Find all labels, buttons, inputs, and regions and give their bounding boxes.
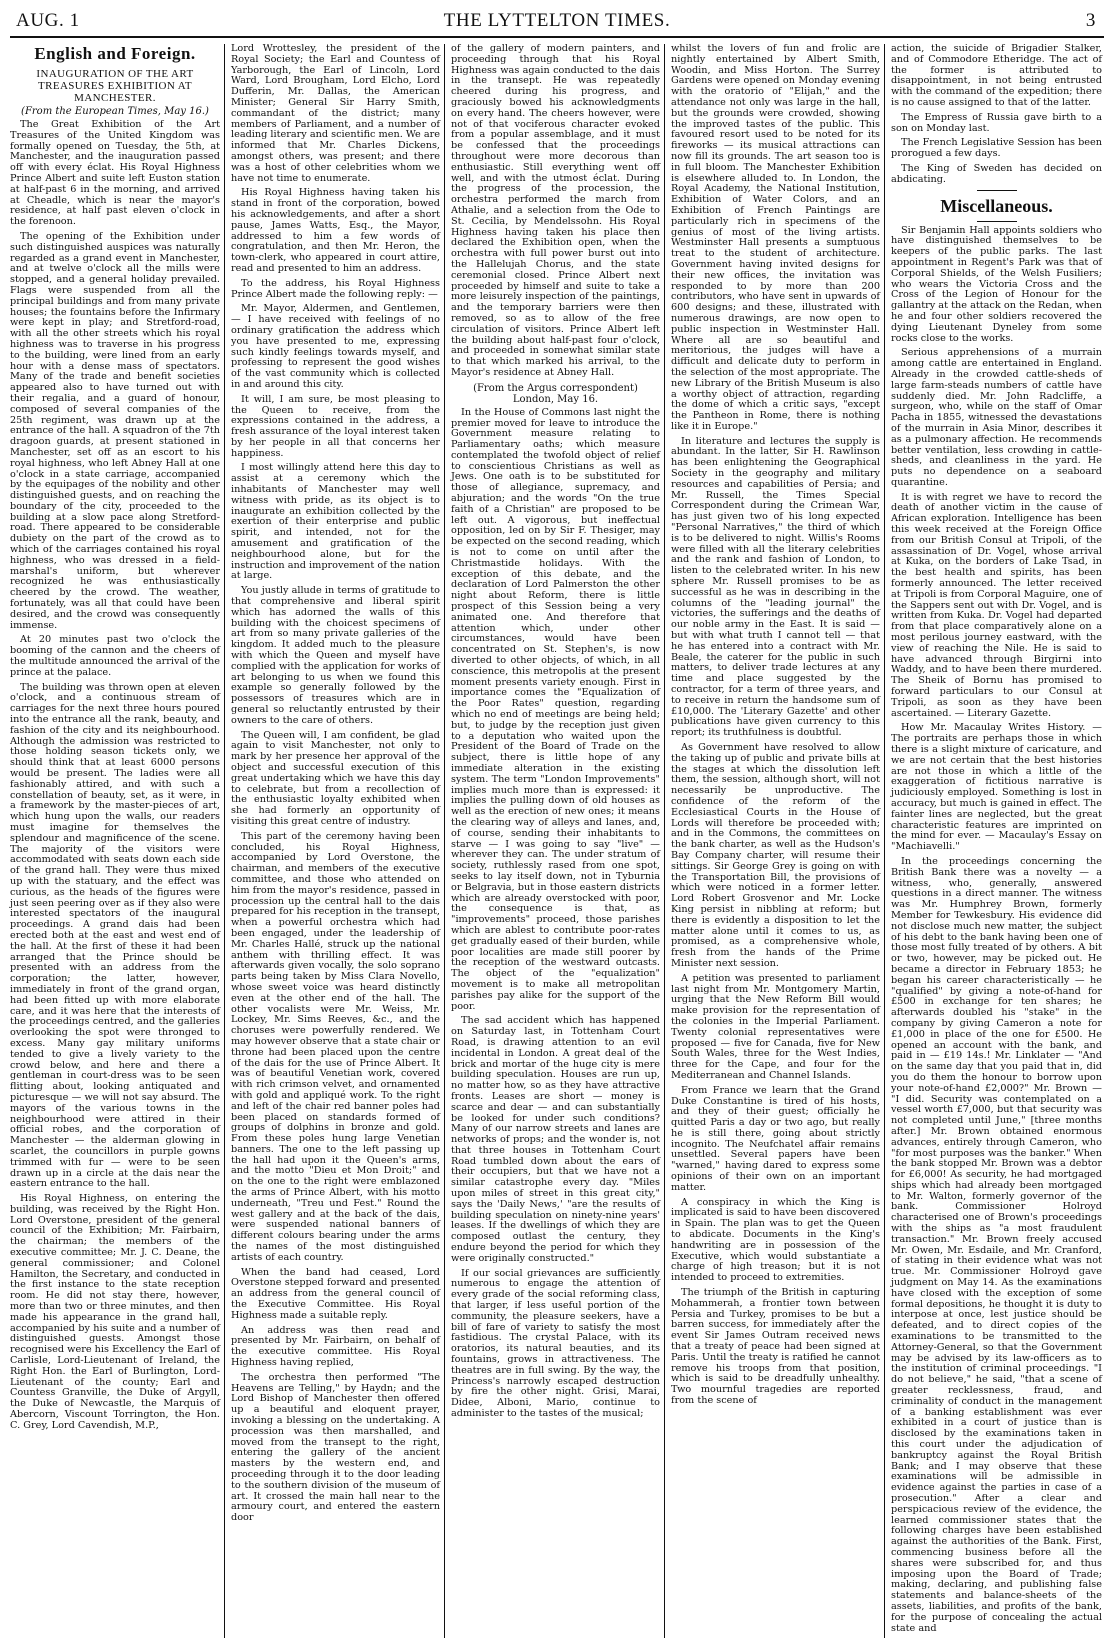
article-paragraph: action, the suicide of Brigadier Stalker, and of Commodore Etheridge. The act of the former is attributed to disappointment, in not being entrusted with the command of the expedition; there is no cause assigned to that of the latter.	[891, 43, 1102, 108]
article-paragraph: whilst the lovers of fun and frolic are nightly entertained by Albert Smith, Woodin, and Miss Horton. The Surrey Gardens were opened on Monday evening with the oratorio of "Elijah," and the attendance not only was large in the hall, but the grounds were crowded, showing the improved tastes of the public. This favoured resort used to be noted for its fireworks — its musical attractions can now fill its grounds. The art season too is in full bloom. The Manchester Exhibition is elsewhere alluded to. In London, the Royal Academy, the National Institution, Exhibition of Water Colors, and an Exhibition of French Paintings are particularly rich in specimens of the genius of most of the living artists. Westminster Hall presents a sumptuous treat to the student of architecture. Government having invited designs for their new offices, the invitation was responded to by more than 200 contributors, who have sent in upwards of 600 designs; and these, illustrated with numerous drawings, are now open to public inspection in Westminster Hall. Where all are so beautiful and meritorious, the judges will have a difficult and delicate duty to perform in the selection of the most appropriate. The new Library of the British Museum is also a worthy object of attraction, regarding the dome of which a critic says, "except the Pantheon in Rome, there is nothing like it in Europe."	[671, 43, 880, 432]
article-paragraph: To the address, his Royal Highness Prince Albert made the following reply: —	[231, 277, 440, 300]
article-paragraph: A conspiracy in which the King is implicated is said to have been discovered in Spain. The plan was to get the Queen to abdicate. Documents in the King's handwriting are in possession of the Executive, which would substantiate a charge of high treason; but it is not intended to proceed to extremities.	[671, 1196, 880, 1284]
column-4	[671, 44, 885, 1638]
article-paragraph: The King of Sweden has decided on abdicating.	[891, 162, 1102, 185]
article-paragraph: The triumph of the British in capturing Mohammerah, a frontier town between Persia and Turkey, promises to be but a barren success, for immediately after the event Sir James Outram received news that a treaty of peace had been signed at Paris. Until the treaty is ratified he cannot remove his troops from that position, which is said to be dreadfully unhealthy. Two mournful tragedies are reported from the scene of	[671, 1287, 880, 1407]
text-columns	[10, 43, 1104, 1634]
headline-art-treasures: INAUGURATION OF THE ART TREASURES EXHIBITION AT MANCHESTER.	[36, 68, 194, 104]
article-paragraph: How Mr. Macaulay Writes History. — The portraits are perhaps those in which there is a slight mixture of caricature, and we are not certain that the best histories are not those in which a little of the exaggeration of fictitious narrative is judiciously employed. Something is lost in accuracy, but much is gained in effect. The fainter lines are neglected, but the great characteristic features are imprinted on the mind for ever. — Macaulay's Essay on "Machiavelli."	[891, 722, 1102, 853]
article-paragraph: Lord Wrottesley, the president of the Royal Society; the Earl and Countess of Yarborough, the Earl of Lincoln, Lord Ward, Lord Brougham, Lord Elcho, Lord Dufferin, Mr. Dallas, the American Minister; General Sir Harry Smith, commandant of the district; many members of Parliament, and a number of leading literary and scientific men. We are informed that Mr. Charles Dickens, amongst others, was present; and there was a host of other celebrities whom we have not time to enumerate.	[231, 43, 440, 184]
article-paragraph: The building was thrown open at eleven o'clock, and a continuous stream of carriages for the next three hours poured into the entrance all the rank, beauty, and fashion of the city and its neighbourhood. Although the admission was restricted to those holding season tickets only, we should think that at least 6000 persons would be present. The ladies were all fashionably attired, and with such a constellation of beauty, set, as it were, in a framework by the master-pieces of art, which hung upon the walls, our readers must imagine for themselves the splendour and magnificence of the scene. The majority of the visitors were accommodated with seats down each side of the grand hall. They were thus mixed up with the statuary, and the effect was curious, as the heads of the figures were just seen peering over as if they also were interested spectators of the inaugural proceedings. A grand dais had been erected both at the east and west end of the hall. At the first of these it had been arranged that the Prince should be presented with an address from the corporation; the latter, however, immediately in front of the grand organ, had been fitted up with more elaborate care, and it was here that the interests of the proceedings centred, and the galleries overlooking the spot were thronged to excess. Many gay military uniforms tended to give a lively variety to the crowd below, and here and there a gentleman in court-dress was to be seen flitting about, looking antiquated and picturesque — we will not say absurd. The mayors of the various towns in the neighbourhood were attired in their official robes, and the corporation of Manchester — the alderman glowing in scarlet, the councillors in purple gowns trimmed with fur — were to be seen drawn up in a circle at the dais near the eastern entrance to the hall.	[10, 681, 220, 1190]
column-3	[451, 44, 665, 1638]
article-paragraph: As Government have resolved to allow the taking up of public and private bills at the stages at which the dissolution left them, the session, although short, will not necessarily be unproductive. The confidence of the reform of the Ecclesiastical Courts in the House of Lords will therefore be proceeded with; and in the Commons, the committees on the bank charter, as well as the Hudson's Bay Company charter, will resume their sittings. Sir George Grey is going on with the Transportation Bill, the provisions of which were noticed in a former letter. Lord Robert Grosvenor and Mr. Locke King persist in nibbling at reform; but there is evidently a disposition to let the matter alone until it comes to us, as promised, as a comprehensive whole, fresh from the hands of the Prime Minister next session.	[671, 742, 880, 969]
article-paragraph: In the House of Commons last night the premier moved for leave to introduce the Government measure relating to Parliamentary oaths; which measure contemplated the twofold object of relief to conscientious Christians as well as Jews. One oath is to be substituted for those of allegiance, supremacy, and abjuration; and the words "On the true faith of a Christian" are proposed to be left out. A vigorous, but ineffectual opposition, led on by Sir F. Thesiger, may be expected on the second reading, which is not to come on until after the Christmastide holidays. With the exception of this debate, and the declaration of Lord Palmerston the other night about Reform, there is little prospect of this Session being a very animated one. And therefore that attention which, under other circumstances, would have been concentrated on St. Stephen's, is now diverted to other objects, of which, in all conscience, this metropolis at the present moment presents variety enough. First in importance comes the "Equalization of the Poor Rates" question, regarding which no end of meetings are being held; but, to judge by the reception just given to a deputation who waited upon the President of the Board of Trade on the subject, there is little hope of any immediate alteration in the existing system. The term "London Improvements" implies much more than is expressed: it implies the pulling down of old houses as well as the erection of new ones; it means the clearing way of alleys and lanes, and, of course, sending their inhabitants to starve — I was going to say "live" — wherever they can. The under stratum of society, ruthlessly rased from one spot, seeks to lay itself down, not in Tyburnia or Belgravia, but in those eastern districts which are already overstocked with poor, the consequence is that, as "improvements" proceed, those parishes which are ablest to contribute poor-rates get gradually eased of their burden, while poor localities are made still poorer by the reception of the westward outcasts. The object of the "equalization" movement is to make all metropolitan parishes pay alike for the support of the poor.	[451, 406, 660, 1012]
article-paragraph: A petition was presented to parliament last night from Mr. Montgomery Martin, urging that the New Reform Bill would make provision for the representation of the colonies in the Imperial Parliament. Twenty colonial representatives were proposed — five for Canada, five for New South Wales, three for the West Indies, three for the Cape, and four for the Mediterranean and Channel Islands.	[671, 972, 880, 1081]
newspaper-title: THE LYTTELTON TIMES.	[443, 10, 671, 31]
article-paragraph: The French Legislative Session has been prorogued a few days.	[891, 137, 1102, 160]
article-paragraph: An address was then read and presented by Mr. Fairbairn, on behalf of the executive committee. His Royal Highness having replied,	[231, 1324, 440, 1369]
article-paragraph: It will, I am sure, be most pleasing to the Queen to receive, from the expressions contained in the address, a fresh assurance of the loyal interest taken by her people in all that concerns her happiness.	[231, 393, 440, 459]
article-paragraph: In literature and lectures the supply is abundant. In the latter, Sir H. Rawlinson has been enlightening the Geographical Society in the geography and military resources and capabilities of Persia; and Mr. Russell, the Times Special Correspondent during the Crimean War, has just given two of his long expected "Personal Narratives," the third of which is to be delivered to night. Willis's Rooms were filled with all the literary celebrities and the rank and fashion of London, to listen to the celebrated writer. In his new sphere Mr. Russell promises to be as successful as he was in describing in the columns of the "leading journal" the victories, the sufferings and the deaths of our noble army in the East. It is said — but with what truth I cannot tell — that he has entered into a contract with Mr. Beale, the caterer for the public in such matters, to deliver trade lectures at any time and place suggested by the contractor, for a term of three years, and to receive in return the handsome sum of £10,000. The 'Literary Gazette' and other publications have given currency to this report; its truthfulness is doubtful.	[671, 435, 880, 739]
column-2	[231, 44, 445, 1638]
article-paragraph: His Royal Highness, on entering the building, was received by the Right Hon. Lord Overstone, president of the general council of the Exhibition; Mr. Fairbairn, the chairman; the members of the executive committee; Mr. J. C. Deane, the general commissioner; and Colonel Hamilton, the Secretary, and conducted in the first instance to the state reception room. He did not stay there, however, more than two or three minutes, and then made his appearance in the grand hall, accompanied by his suite and a number of distinguished guests. Amongst those recognised were his Excellency the Earl of Carlisle, Lord-Lieutenant of Ireland, the Right Hon. the Earl of Burlington, Lord-Lieutenant of the county; Earl and Countess Granville, the Duke of Argyll, the Duke of Newcastle, the Marquis of Abercorn, Viscount Torrington, the Hon. C. Grey, Lord Cavendish, M.P.,	[10, 1193, 220, 1431]
section-divider	[977, 190, 1017, 191]
page-number: 3	[1085, 10, 1096, 31]
article-paragraph: The sad accident which has happened on Saturday last, in Tottenham Court Road, is drawing attention to an evil incidental in London. A great deal of the brick and mortar of the huge city is mere building speculation. Houses are run up, no matter how, so as they have attractive fronts. Leases are short — money is scarce and dear — and can substantially be looked for under such conditions? Many of our narrow streets and lanes are networks of props; and the wonder is, not that three houses in Tottenham Court Road tumbled down about the ears of their occupiers, but that we have not a similar catastrophe every day. "Miles upon miles of street in this great city," says the 'Daily News,' "are the results of building speculation on ninety-nine years' leases. If the dwellings of which they are composed outlast the century, they endure beyond the period for which they were originally constructed."	[451, 1015, 660, 1264]
article-paragraph: Sir Benjamin Hall appoints soldiers who have distinguished themselves to be keepers of the public parks. The last appointment in Regent's Park was that of Corporal Shields, of the Welsh Fusiliers; who wears the Victoria Cross and the Cross of the Legion of Honour for the gallantry at the attack on the Redan, when he and four other soldiers recovered the dying Lieutenant Dyneley from some rocks close to the works.	[891, 224, 1102, 344]
article-paragraph: If our social grievances are sufficiently numerous to engage the attention of every grade of the social reforming class, that larger, if less useful portion of the community, the pleasure seekers, have a bill of fare of variety to satisfy the most fastidious. The crystal Palace, with its oratorios, its natural beauties, and its fountains, grows in attractiveness. The theatres are in full swing. By the way, the Princess's narrowly escaped destruction by fire the other night. Grisi, Marai, Didee, Alboni, Mario, continue to administer to the tastes of the musical;	[451, 1267, 660, 1420]
article-paragraph: His Royal Highness having taken his stand in front of the corporation, bowed his acknowledgements, and after a short pause, James Watts, Esq., the Mayor, addressed to him a few words of congratulation, and then Mr. Heron, the town-clerk, who appeared in court attire, read and presented to him an address.	[231, 187, 440, 274]
section-title-miscellaneous: Miscellaneous.	[940, 195, 1053, 216]
article-paragraph: This part of the ceremony having been concluded, his Royal Highness, accompanied by Lord Overstone, the chairman, and members of the executive committee, and those who attended on him from the mayor's residence, passed in procession up the central hall to the dais prepared for his reception in the transept, when a powerful orchestra which had been engaged, under the leadership of Mr. Charles Hallé, struck up the national anthem with thrilling effect. It was afterwards given vocally, the solo soprano parts being taken by Miss Clara Novello, whose sweet voice was heard distinctly even at the other end of the hall. The other vocalists were Mr. Weiss, Mr. Lockey, Mr. Sims Reeves, &c., and the choruses were powerfully rendered. We may however observe that a state chair or throne had been placed upon the centre of the dais for the use of Prince Albert. It was of beautiful Venetian work, covered with rich crimson velvet, and ornamented with gold and appliqué work. To the right and left of the chair red banner poles had been placed on standards formed of groups of dolphins in bronze and gold. From these poles hung large Venetian banners. The one to the left passing up the hall had upon it the Queen's arms, and the motto "Dieu et Mon Droit;" and on the one to the right were emblazoned the arms of Prince Albert, with his motto underneath, "Treu und Fest." Round the west gallery and at the back of the dais, were suspended national banners of different colours bearing under the arms the names of the most distinguished artists of each country.	[231, 830, 440, 1263]
article-paragraph: Serious apprehensions of a murrain among cattle are entertained in England. Already in the crowded cattle-sheds of large farm-steads numbers of cattle have suddenly died. Mr. John Radcliffe, a surgeon, who, while on the staff of Omar Pacha in 1855, witnessed the devastations of the murrain in Asia Minor, describes it as a pulmonary affection. He recommends better ventilation, less crowding in cattle-sheds, and cleanliness in the yard. He puts no dependence on a seaboard quarantine.	[891, 347, 1102, 488]
section-divider	[977, 221, 1017, 222]
article-paragraph: The Empress of Russia gave birth to a son on Monday last.	[891, 111, 1102, 134]
article-paragraph: When the band had ceased, Lord Overstone stepped forward and presented an address from the general council of the Executive Committee. His Royal Highness made a suitable reply.	[231, 1266, 440, 1321]
article-paragraph: The Great Exhibition of the Art Treasures of the United Kingdom was formally opened on Tuesday, the 5th, at Manchester, and the inauguration passed off with every éclat. His Royal Highness Prince Albert and suite left Euston station at half-past 6 in the morning, and arrived at Cheadle, which is near the mayor's residence, at half past eleven o'clock in the forenoon.	[10, 119, 220, 228]
masthead	[10, 8, 1104, 38]
article-paragraph: At 20 minutes past two o'clock the booming of the cannon and the cheers of the multitude announced the arrival of the prince at the palace.	[10, 634, 220, 678]
article-paragraph: The opening of the Exhibition under such distinguished auspices was naturally regarded as a grand event in Manchester, and at twelve o'clock all the mills were stopped, and a general holiday prevailed. Flags were suspended from all the principal buildings and from many private houses; the fountains before the Infirmary were kept in play; and Stretford-road, with all the other streets which his royal highness was to traverse in his progress to the building, were lined from an early hour with a dense mass of spectators. Many of the trade and benefit societies appeared also to have turned out with their regalia, and a guard of honour, composed of several companies of the 25th regiment, was drawn up at the entrance of the hall. A squadron of the 7th dragoon guards, at present stationed in Manchester, set off as an escort to his royal highness, who left Abney Hall at one o'clock in a state carriage, accompanied by the equipages of the nobility and other distinguished guests, and on reaching the boundary of the city, proceeded to the building at a slow pace along Stretford-road. There appeared to be considerable dubiety on the part of the crowd as to which of the carriages contained his royal highness, who was dressed in a field-marshal's uniform, but wherever recognized he was enthusiastically cheered by the crowd. The weather, fortunately, was all that could have been desired, and the crowd was consequently immense.	[10, 230, 220, 631]
column-5	[891, 44, 1106, 1638]
argus-correspondent-line: (From the Argus correspondent) London, May 16.	[473, 382, 638, 405]
issue-date: AUG. 1	[16, 10, 80, 31]
section-title-english-and-foreign: English and Foreign.	[34, 44, 196, 63]
column-1	[10, 44, 225, 1638]
article-paragraph: In the proceedings concerning the British Bank there was a novelty — a witness, who, generally, answered questions in a direct manner. The witness was Mr. Humphrey Brown, formerly Member for Tewkesbury. His evidence did not disclose much new matter, the subject of his debt to the bank having been one of those most fully treated of by others. A bit or two, however, may be picked out. He became a director in February 1853; he began his career characteristically — he "qualified" by giving a note-of-hand for £500 in exchange for ten shares; he afterwards doubled his "stake" in the company by giving Cameron a note for £1,000 in place of the one for £500. He opened an account with the bank, and paid in — £19 14s.! Mr. Linklater — "And on the same day that you paid that in, did you do them the honour to borrow upon your note-of-hand £2,000?" Mr. Brown — "I did. Security was contemplated on a vessel worth £7,000, but that security was not completed until June," [three months after.] Mr. Brown obtained enormous advances, entirely through Cameron, who "for most purposes was the banker." When the bank stopped Mr. Brown was a debtor for £6,000! As security, he had mortgaged ships which had already been mortgaged to Mr. Walton, formerly governor of the bank. Commissioner Holroyd characterised one of Brown's proceedings with the ships as "a most fraudulent transaction." Mr. Brown freely accused Mr. Owen, Mr. Esdaile, and Mr. Cranford, of stating in their evidence what was not true. Mr. Commissioner Holroyd gave judgment on May 14. As the examinations have closed with the exception of some formal depositions, he thought it is duty to interpose at once, lest justice should be defeated, and to direct copies of the examinations to be transmitted to the Attorney-General, so that the Government may be advised by its law-officers as to the institution of criminal proceedings. "I do not believe," he said, "that a scene of greater recklessness, fraud, and criminality of conduct in the management of a banking establishment was ever exhibited in a court of justice than is disclosed by the examinations taken in this court under the adjudication of bankruptcy against the Royal British Bank; and I may observe that these examinations will be admissible in evidence against the parties in case of a prosecution." After a clear and perspicacious review of the evidence, the learned commissioner states that the following charges have been established against the authorities of the Bank. First, commencing business before all the shares were subscribed for, and thus imposing upon the Board of Trade; making, declaring, and publishing false statements and balance-sheets of the assets, liabilities, and profits of the bank, for the purpose of concealing the actual state and	[891, 855, 1102, 1634]
article-paragraph: of the gallery of modern painters, and proceeding through that his Royal Highness was again conducted to the dais in the transept. He was repeatedly cheered during his progress, and graciously bowed his acknowledgments on every hand. The cheers however, were not of that vociferous character evoked from a popular assemblage, and it must be confessed that the proceedings throughout were more decorous than enthusiastic. Still everything went off well, and with the utmost éclat. During the progress of the procession, the orchestra performed the march from Athalie, and a selection from the Ode to St. Cecilia, by Mendelssohn. His Royal Highness having taken his place then declared the Exhibition open, when the orchestra with full power burst out into the Hallelujah Chorus, and the state ceremonial closed. Prince Albert next proceeded by himself and suite to take a more leisurely inspection of the paintings, and the temporary barriers were then removed, so as to allow of the free circulation of visitors. Prince Albert left the building about half-past four o'clock, and proceeded in somewhat similar state to that which marked his arrival, to the Mayor's residence at Abney Hall.	[451, 43, 660, 378]
article-paragraph: You justly allude in terms of gratitude to that comprehensive and liberal spirit which has adorned the walls of this building with the choicest specimens of art from so many private galleries of the kingdom. It added much to the pleasure with which the Queen and myself have complied with the application for works of art belonging to us when we found this example so generally followed by the possessors of treasures which are in general so reluctantly entrusted by their owners to the care of others.	[231, 585, 440, 726]
article-paragraph: From France we learn that the Grand Duke Constantine is tired of his hosts, and they of their guest; officially he quitted Paris a day or two ago, but really he is still there, going about strictly incognito. The Neufchatel affair remains unsettled. Several papers have been "warned," having dared to express some opinions of their own on an important matter.	[671, 1084, 880, 1193]
article-paragraph: It is with regret we have to record the death of another victim in the cause of African exploration. Intelligence has been this week received at the Foreign Office from our British Consul at Tripoli, of the assassination of Dr. Vogel, whose arrival at Kuka, on the borders of Lake Tsad, in the best health and spirits, has been formerly announced. The letter received at Tripoli is from Corporal Maguire, one of the Sappers sent out with Dr. Vogel, and is written from Kuka. Dr. Vogel had departed from that place comparatively alone on a most perilous journey eastward, with the view of reaching the Nile. He is said to have advanced through Birgirni into Waddy, and to have been there murdered. The Sheik of Bornu has promised to forward particulars to our Consul at Tripoli, as soon as they have been ascertained. — Literary Gazette.	[891, 491, 1102, 719]
article-paragraph: The Queen will, I am confident, be glad again to visit Manchester, not only to mark by her presence her approval of the object and successful execution of this great undertaking which we have this day to celebrate, but from a recollection of the enthusiastic loyalty exhibited when she had formerly an opportunity of visiting this great centre of industry.	[231, 729, 440, 827]
article-paragraph: The orchestra then performed "The Heavens are Telling," by Haydn; and the Lord Bishop of Manchester then offered up a beautiful and eloquent prayer, invoking a blessing on the undertaking. A procession was then marshalled, and moved from the transept to the right, entering the gallery of the ancient masters by the western end, and proceeding through it to the door leading to the southern division of the museum of art. It crossed the main hall near to the armoury court, and entered the eastern door	[231, 1371, 440, 1524]
article-paragraph: Mr. Mayor, Aldermen, and Gentlemen, — I have received with feelings of no ordinary gratification the address which you have presented to me, expressing such kindly feelings towards myself, and professing to represent the good wishes of the vast community which is collected in and around this city.	[231, 303, 440, 390]
source-line: (From the European Times, May 16.)	[21, 106, 209, 117]
article-paragraph: I most willingly attend here this day to assist at a ceremony which the inhabitants of Manchester may well witness with pride, as its object is to inaugurate an exhibition collected by the exertion of their enterprise and public spirit, and intended, not for the amusement and gratification of the neighbourhood alone, but for the instruction and improvement of the nation at large.	[231, 462, 440, 582]
